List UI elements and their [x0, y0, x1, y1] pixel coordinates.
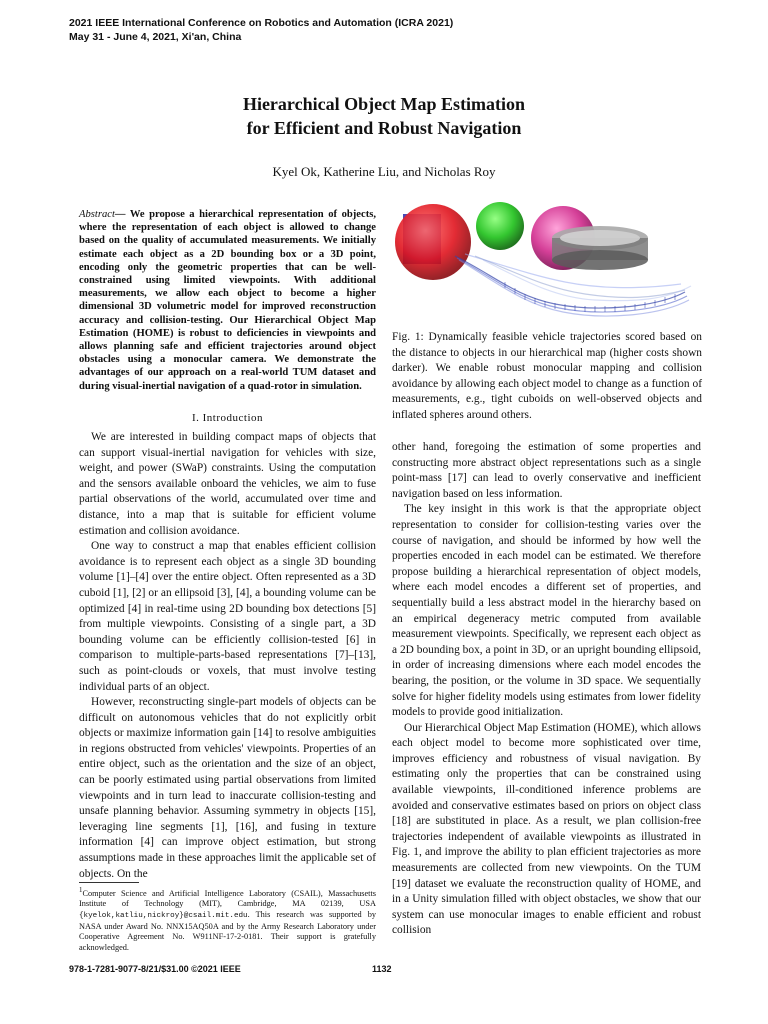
conference-dates: May 31 - June 4, 2021, Xi'an, China	[69, 31, 242, 43]
footnote-affiliation: Computer Science and Artificial Intelligence Laboratory (CSAIL), Massachusetts Institute of Technology (MIT), Cambridge, MA 02139, USA	[79, 888, 376, 909]
paragraph: One way to construct a map that enables efficient collision avoidance is to represent each object as a single 3D bounding volume [1]–[4] over the entire object. Often represented as a 3D cuboid [1], [2] or an ellipsoid [3], [4], a bounding volume can be optimized [4] in real-time using 2D bounding box detections [5] from multiple viewpoints. Consisting of a single part, a 3D bounding volume can be efficiently collision-tested [6] in comparison to multiple-parts-based representations [7]–[13], such as point-clouds or voxels, that must involve testing individual parts of an object.	[79, 540, 376, 693]
figure-1	[395, 196, 695, 321]
cylinder-bottom	[552, 250, 648, 270]
paragraph: We are interested in building compact maps of objects that can support visual-inertial navigation for vehicles with size, weight, and power (SWaP) constraints. Using the computation and the sensors available onboard the vehicles, we aim to fuse partial observations of the world, accumulated over time and distance, into a map that is suitable for efficient volume estimation and collision avoidance.	[79, 431, 376, 537]
paragraph: However, reconstructing single-part models of objects can be difficult on autonomous vehicles that do not explicitly orbit objects or maximize information gain [14] to resolve ambiguities in regions obstructed from vehicles' viewpoints. Properties of an entire object, such as the orientation and the size of an object, can be poorly estimated using partial observations from limited viewpoints and in turn lead to inaccurate collision-testing and unsafe planning behavior. Assuming symmetry in objects [15], leveraging line segments [1], [16], and fusing in texture information [4] can improve object estimation, but strong assumptions made in these approaches limit the applicable set of objects. On the	[79, 696, 376, 880]
abstract-label: Abstract	[79, 209, 115, 220]
isbn-footer: 978-1-7281-9077-8/21/$31.00 ©2021 IEEE	[69, 964, 241, 974]
left-column	[79, 430, 376, 882]
red-sphere	[395, 204, 471, 280]
title-line-1: Hierarchical Object Map Estimation	[242, 94, 526, 114]
green-sphere	[476, 202, 524, 250]
paragraph: Our Hierarchical Object Map Estimation (HOME), which allows each object model to become more sophisticated over time, improves efficiency and robustness of visual navigation. By estimating only the properties that can be constrained using available viewpoints, ill-conditioned inference problems are avoided and conservative estimates based on priors on object class [18] are substituted in place. As a result, we plan collision-free trajectories independent of available viewpoints as illustrated in Fig. 1, and improve the ability to plan efficient trajectories as more measurements are collected from new viewpoints. On the TUM [19] dataset we evaluate the reconstruction quality of HOME, and in a Unity simulation filled with object obstacles, we show that our system can use monocular images to enable efficient and robust collision	[392, 721, 701, 937]
abstract	[79, 208, 376, 393]
figure-caption: Fig. 1: Dynamically feasible vehicle trajectories scored based on the distance to objects in our hierarchical map (higher costs shown darker). We enable robust monocular mapping and collision avoidance by allowing each object model to change as a function of measurements, e.g., tight cuboids on well-observed objects and inflated spheres around others.	[392, 331, 702, 421]
right-column	[392, 440, 701, 939]
conference-name: 2021 IEEE International Conference on Robotics and Automation (ICRA 2021)	[69, 17, 454, 29]
title-line-2: for Efficient and Robust Navigation	[246, 118, 522, 138]
paper-title	[0, 92, 768, 140]
footnote-funding: . This research was supported by NASA under Award No. NNX15AQ50A and by the Army Research Laboratory under Cooperative Agreement No. W911NF-17-2-0181. Their support is gratefully acknowledged.	[79, 909, 376, 952]
abstract-text: — We propose a hierarchical representation of objects, where the representation of each object is allowed to change based on the quality of accumulated measurements. We initially estimate each object as a 2D bounding box or a 3D point, encoding only the geometric properties that can be well-constrained using limited viewpoints. With additional measurements, we allow each object to become a higher dimensional 3D volumetric model for improved reconstruction accuracy and collision-testing. Our Hierarchical Object Map Estimation (HOME) is robust to deficiencies in viewpoints and allows planning safe and efficient trajectories around object obstacles using a monocular camera. We demonstrate the advantages of our approach on a real-world TUM dataset and during visual-inertial navigation of a quad-rotor in simulation.	[79, 209, 376, 392]
page-number: 1132	[372, 964, 392, 974]
footnote-emails: {kyelok,katliu,nickroy}@csail.mit.edu	[79, 911, 248, 920]
trajectory-figure	[395, 196, 695, 321]
authors: Kyel Ok, Katherine Liu, and Nicholas Roy	[272, 164, 496, 179]
footnote-marker: 1	[79, 887, 83, 894]
paragraph: other hand, foregoing the estimation of some properties and constructing more abstract object representations such as a single point-mass [17] can lead to overly conservative and inefficient navigation based on less information.	[392, 441, 701, 500]
section-heading: I. Introduction	[191, 412, 264, 424]
conference-header	[69, 16, 453, 44]
footnote-rule	[79, 882, 139, 883]
paragraph: The key insight in this work is that the appropriate object representation to consider for collision-testing varies over the course of navigation, and should be informed by how well the properties encoded in each model can be estimated. We therefore propose building a hierarchical representation of object models, where each model encodes a different set of properties, and sequentially build a less abstract model in the hierarchy based on an empirical degeneracy metric computed from available measurement viewpoints. Specifically, we represent each object as a 2D bounding box, a point in 3D, or an upright bounding ellipsoid, in order of increasing dimensions where each model encodes the bearing, the position, or the volume in 3D space. We sequentially solve for higher fidelity models using estimates from lower fidelity models to provide good initialization.	[392, 503, 701, 719]
footnote	[79, 886, 376, 953]
cylinder-top	[560, 230, 640, 246]
